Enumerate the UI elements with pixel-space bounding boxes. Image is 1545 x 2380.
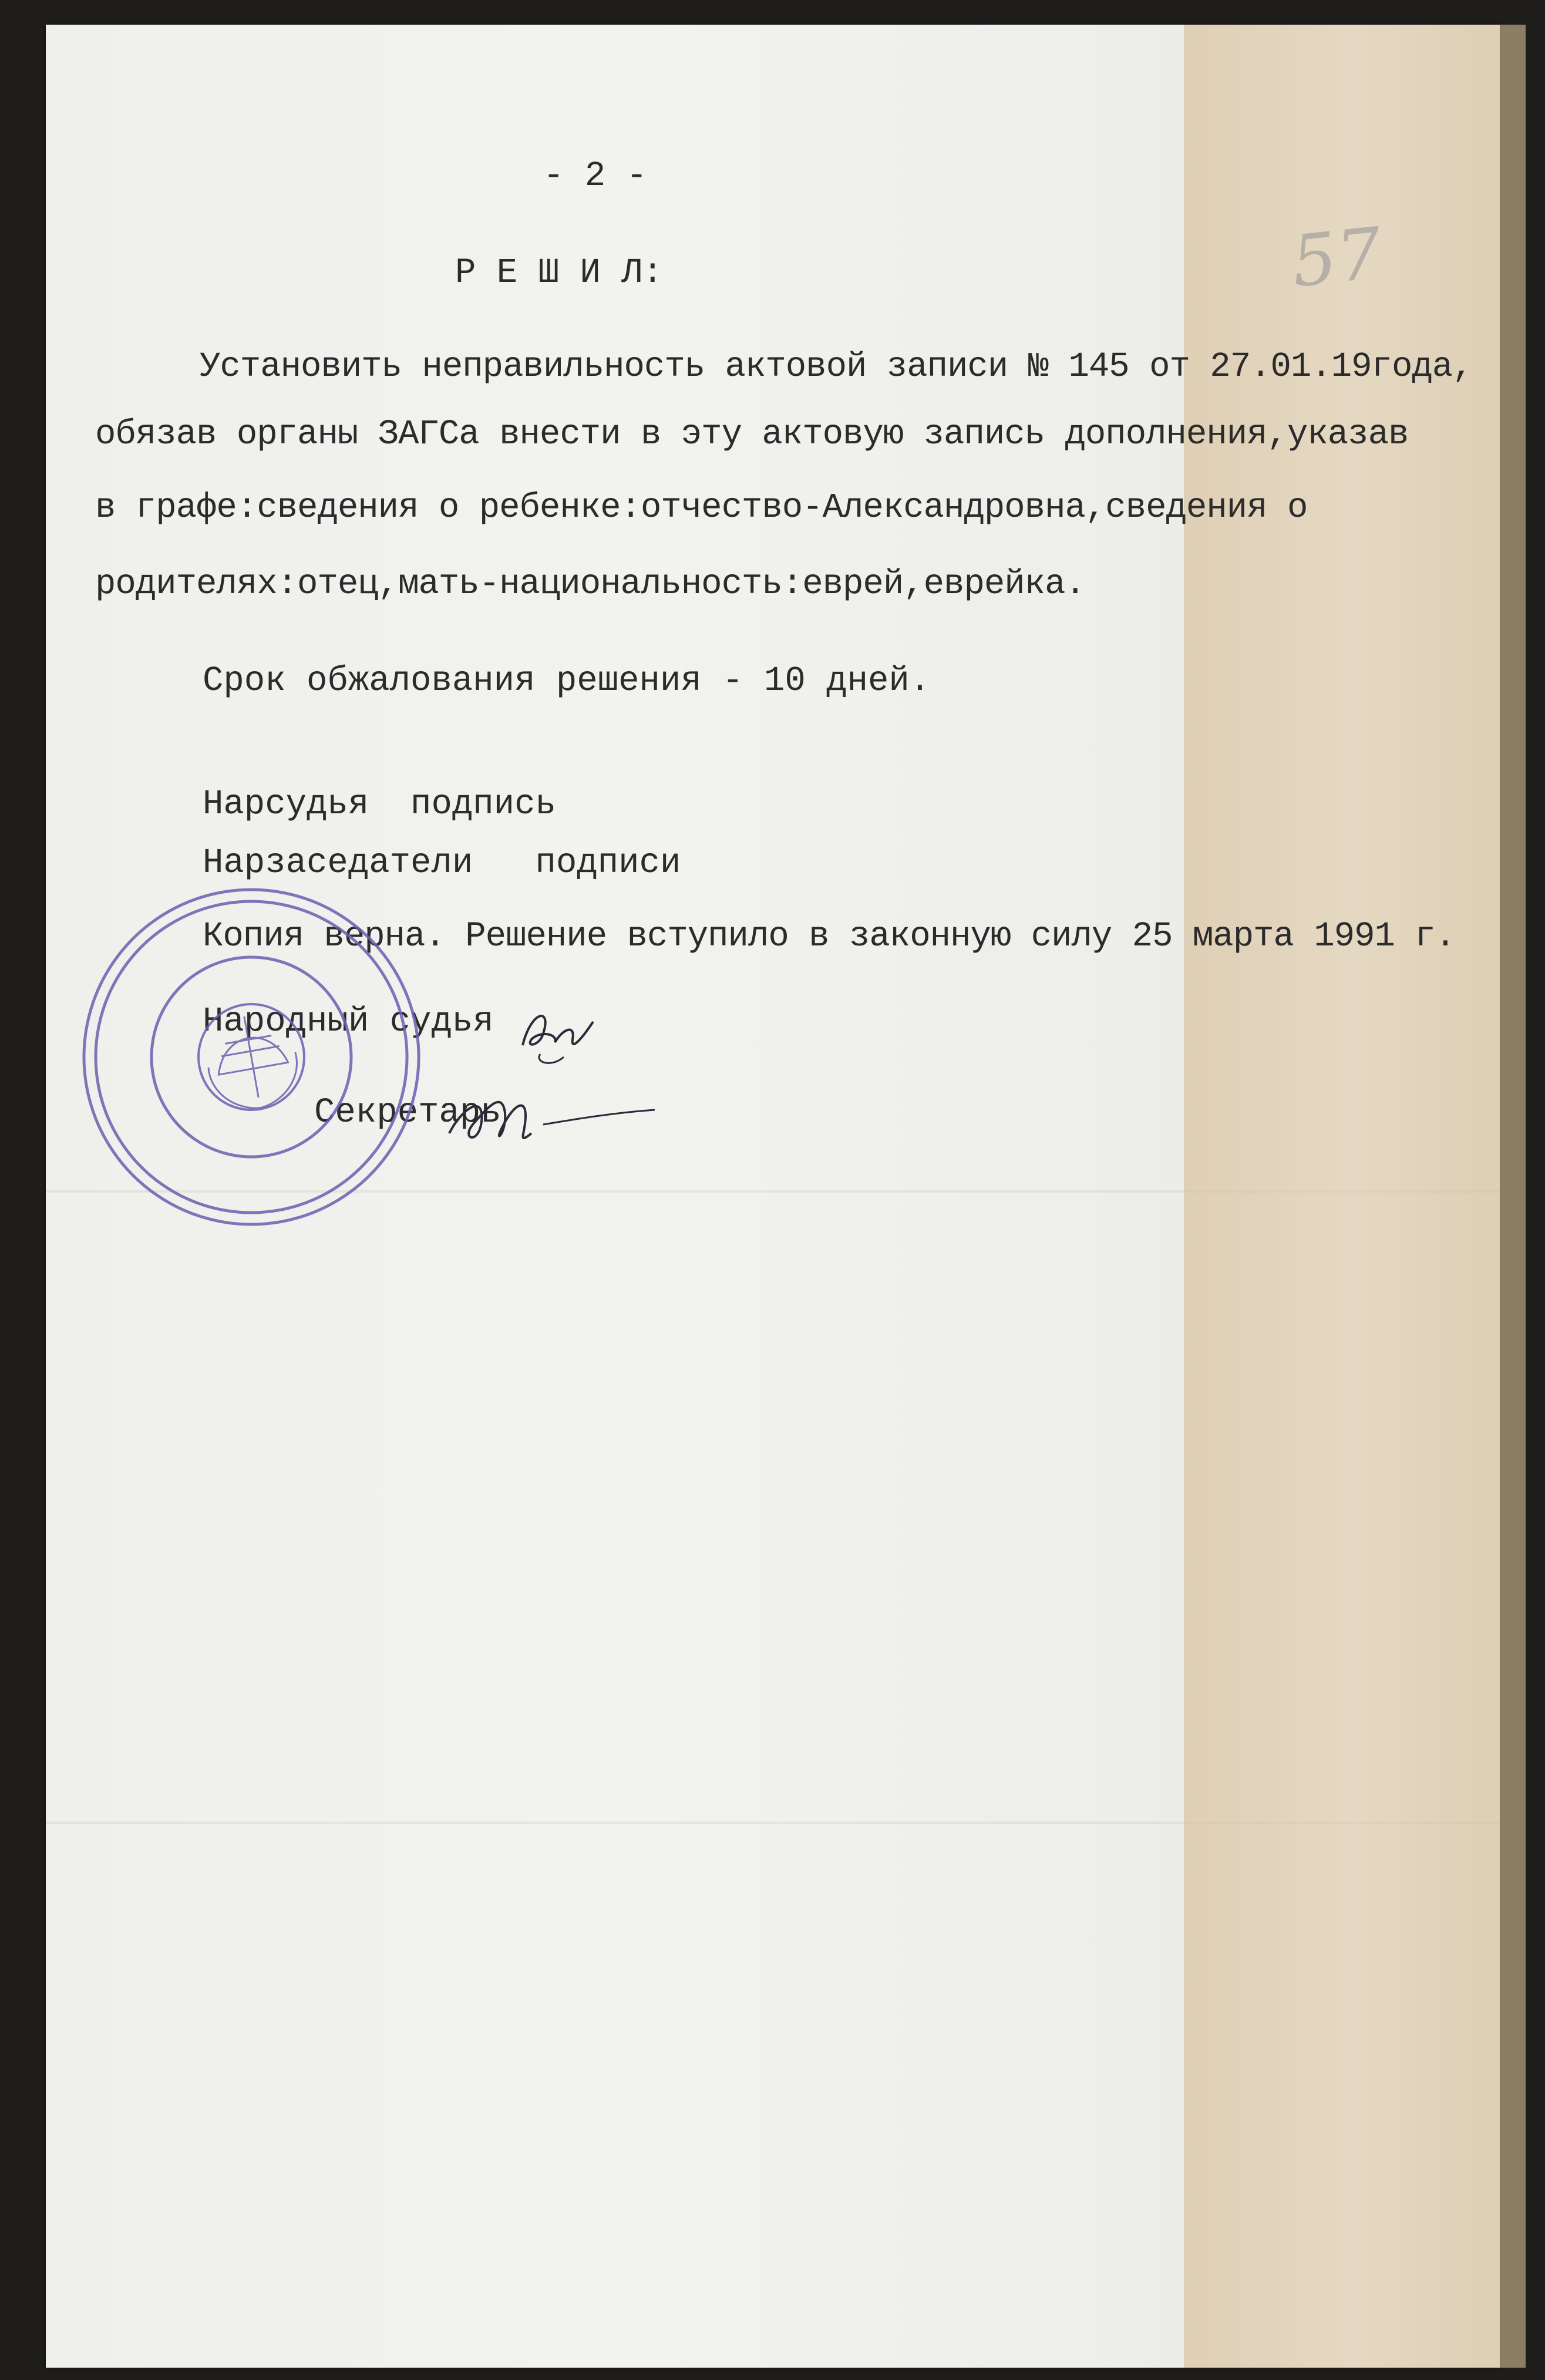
judge-signature-line: Нарсудья подпись — [203, 785, 556, 824]
appeal-term: Срок обжалования решения - 10 дней. — [203, 661, 931, 701]
decision-heading: Р Е Ш И Л: — [455, 253, 664, 292]
judge-handwritten-signature — [517, 998, 605, 1069]
decision-line-1: Установить неправильность актовой записи № 145 от 27.01.19года, — [200, 347, 1473, 386]
assessors-signature-line: Нарзаседатели подписи — [203, 843, 681, 883]
official-seal-stamp — [75, 875, 428, 1239]
decision-line-3: в графе:сведения о ребенке:отчество-Александровна,сведения о — [95, 488, 1308, 527]
judge-label: Народный судья — [203, 1002, 494, 1041]
secretary-handwritten-signature — [437, 1069, 661, 1169]
decision-line-2: обязав органы ЗАГСа внести в эту актовую запись дополнения,указав — [95, 415, 1409, 454]
secretary-label: Секретарь — [314, 1093, 501, 1132]
archive-page-note: 57 — [1288, 213, 1386, 304]
certification-line: Копия верна. Решение вступило в законную силу 25 марта 1991 г. — [203, 917, 1456, 956]
decision-line-4: родителях:отец,мать-национальность:еврей,еврейка. — [95, 564, 1085, 604]
page-number: - 2 - — [543, 156, 648, 196]
